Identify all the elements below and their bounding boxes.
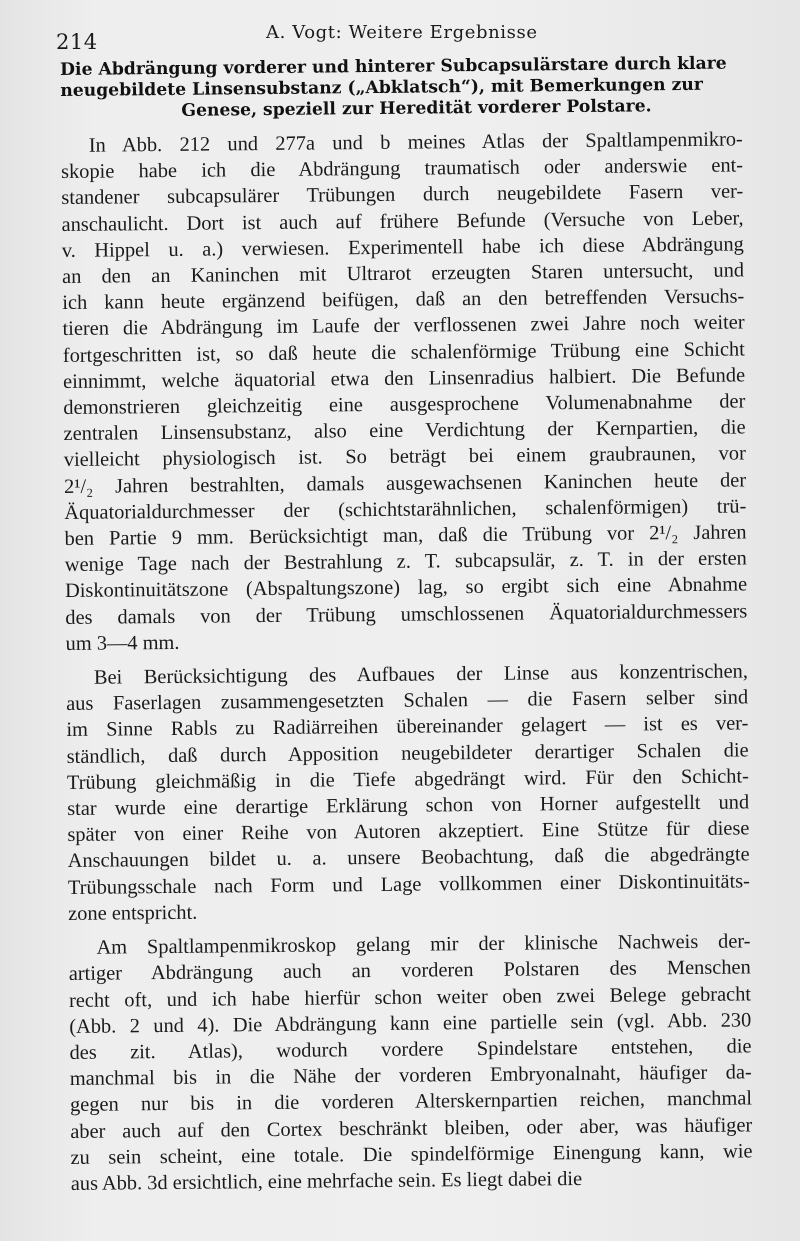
text-line: später von einer Reihe von Autoren akzeptiert. Eine Stütze für diese <box>67 817 750 847</box>
text-line: Am Spaltlampenmikroskop gelang mir der klinische Nachweis der- <box>96 930 751 959</box>
text-line: skopie habe ich die Abdrängung traumatisch oder anderswie ent- <box>60 154 744 184</box>
text-line: des damals von der Trübung umschlossenen Äquatorialdurchmessers <box>65 600 748 629</box>
text-line: standener subcapsulärer Trübungen durch neugebildete Fasern ver- <box>61 180 744 210</box>
text-line: artiger Abdrängung auch an vorderen Polstaren des Menschen <box>68 956 751 986</box>
paragraph <box>68 929 752 1198</box>
article-title <box>60 53 743 123</box>
text-line: manchmal bis in die Nähe der vorderen Embryonalnaht, häufiger da- <box>69 1061 752 1091</box>
text-line: wenige Tage nach der Bestrahlung z. T. subcapsulär, z. T. in der ersten <box>64 547 747 577</box>
text-line: zentralen Linsensubstanz, also eine Verdichtung der Kernpartien, die <box>63 416 746 446</box>
text-line: an den an Kaninchen mit Ultrarot erzeugten Staren untersucht, und <box>61 259 745 289</box>
text-line: 2¹/₂ Jahren bestrahlten, damals ausgewachsenen Kaninchen heute der <box>63 469 747 498</box>
paragraph <box>66 658 750 927</box>
text-line: star wurde eine derartige Erklärung schon von Horner aufgestellt und <box>67 791 750 821</box>
text-line: einnimmt, welche äquatorial etwa den Linsenradius halbiert. Die Befunde <box>62 364 746 393</box>
text-line: Trübung gleichmäßig in die Tiefe abgedrängt wird. Für den Schicht- <box>66 765 750 794</box>
text-line: gegen nur bis in die vorderen Alterskernpartien reichen, manchmal <box>69 1087 753 1117</box>
text-line: Diskontinuitätszone (Abspaltungszone) lag, so ergibt sich eine Abnahme <box>64 573 748 603</box>
text-line: zu sein scheint, eine totale. Die spindelförmige Einengung kann, wie <box>70 1140 753 1169</box>
title-line: neugebildete Linsensubstanz („Abklatsch“), mit Bemerkungen zur <box>60 74 703 101</box>
text-line: (Abb. 2 und 4). Die Abdrängung kann eine partielle sein (vgl. Abb. 230 <box>69 1009 752 1038</box>
text-line: um 3—4 mm. <box>65 631 180 655</box>
text-line: aus Abb. 3d ersichtlich, eine mehrfache sein. Es liegt dabei die <box>70 1167 583 1195</box>
text-line: anschaulicht. Dort ist auch auf frühere Befunde (Versuche von Leber, <box>61 207 744 236</box>
text-line: demonstrieren gleichzeitig eine ausgesprochene Volumenabnahme der <box>63 390 746 420</box>
text-line: tieren die Abdrängung im Laufe der verflossenen zwei Jahre noch weiter <box>62 311 745 341</box>
text-line: Anschauungen bildet u. a. unsere Beobachtung, daß die abgedrängte <box>67 843 750 873</box>
text-line: Bei Berücksichtigung des Aufbaues der Linse aus konzentrischen, <box>93 660 749 689</box>
text-line: Trübungsschale nach Form und Lage vollkommen einer Diskontinuitäts- <box>67 870 751 899</box>
page-header <box>56 22 740 52</box>
text-line: vielleicht physiologisch ist. So beträgt bei einem graubraunen, vor <box>63 442 746 472</box>
running-head: A. Vogt: Weitere Ergebnisse <box>266 22 538 43</box>
text-line: ich kann heute ergänzend beifügen, daß an den betreffenden Versuchs- <box>62 285 745 315</box>
text-line: v. Hippel u. a.) verwiesen. Experimentell habe ich diese Abdrängung <box>61 233 744 262</box>
text-line: In Abb. 212 und 277a und b meines Atlas der Spaltlampenmikro- <box>88 128 743 157</box>
body-text <box>61 126 753 1197</box>
text-line: ständlich, daß durch Apposition neugebildeter derartiger Schalen die <box>66 739 749 768</box>
page-content <box>60 53 753 1205</box>
text-line: ben Partie 9 mm. Berücksichtigt man, daß die Trübung vor 2¹/₂ Jahren <box>64 521 747 551</box>
paragraph <box>61 126 748 657</box>
text-line: aber auch auf den Cortex beschränkt bleiben, oder aber, was häufiger <box>70 1113 753 1143</box>
text-line: Äquatorialdurchmesser der (schichtstarähnlichen, schalenförmigen) trü- <box>64 495 747 524</box>
text-line: recht oft, und ich habe hierfür schon weiter oben zwei Belege gebracht <box>68 982 752 1012</box>
text-line: im Sinne Rabls zu Radiärreihen übereinander gelagert — ist es ver- <box>66 712 749 742</box>
page-number: 214 <box>56 30 98 54</box>
text-line: aus Faserlagen zusammengesetzten Schalen — die Fasern selber sind <box>66 686 749 716</box>
text-line: fortgeschritten ist, so daß heute die schalenförmige Trübung eine Schicht <box>62 338 745 367</box>
text-line: des zit. Atlas), wodurch vordere Spindelstare entstehen, die <box>69 1035 752 1064</box>
text-line: zone entspricht. <box>68 901 198 925</box>
title-line: Genese, speziell zur Heredität vorderer Polstare. <box>181 96 652 121</box>
title-line: Die Abdrängung vorderer und hinterer Subcapsulärstare durch klare <box>60 53 727 80</box>
